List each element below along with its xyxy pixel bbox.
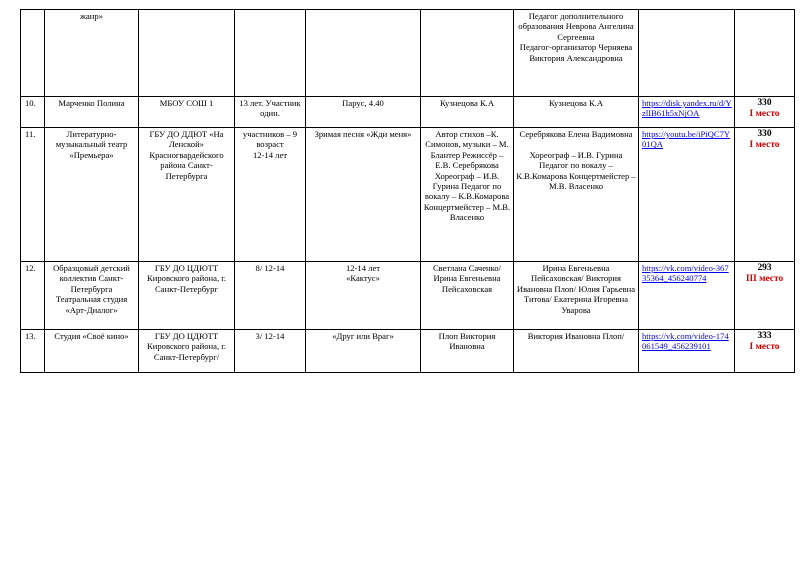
teacher: Ирина Евгеньевна Пейсаховская/ Виктория Ивановна Плоп/ Юлия Гарьевна Титова/ Екатерина Игоревна Уварова — [514, 262, 639, 330]
age-info: 13 лет. Участник один. — [235, 97, 306, 128]
place: I место — [749, 140, 780, 150]
video-link-cell — [639, 128, 735, 262]
author — [421, 10, 514, 97]
age-info: участников – 9 возраст 12-14 лет — [235, 128, 306, 262]
score: 330 — [757, 129, 772, 139]
participant-name: жанр» — [45, 10, 139, 97]
organization: ГБУ ДО ДДЮТ «На Ленской» Красногвардейского района Санкт-Петербурга — [139, 128, 235, 262]
video-link[interactable]: https://disk.yandex.ru/d/YzlIB61h5xNjOA — [642, 98, 732, 119]
organization: ГБУ ДО ЦДЮТТ Кировского района, г. Санкт-Петербург — [139, 262, 235, 330]
score-cell — [735, 262, 795, 330]
work-title: «Друг или Враг» — [306, 330, 421, 373]
place: I место — [749, 109, 780, 119]
organization: МБОУ СОШ 1 — [139, 97, 235, 128]
video-link-cell — [639, 262, 735, 330]
author: Светлана Саченко/ Ирина Евгеньевна Пейсаховская — [421, 262, 514, 330]
author: Автор стихов –К. Симонов, музыки – М. Блантер Режиссёр – Е.В. Серебрякова Хореограф – И.В. Гурина Педагог по вокалу – К.В.Комарова Концертмейстер – М.В. Власенко — [421, 128, 514, 262]
organization — [139, 10, 235, 97]
work-title: Зримая песня «Жди меня» — [306, 128, 421, 262]
participant-name: Образцовый детский коллектив Санкт-Петербурга Театральная студия «Арт-Диалог» — [45, 262, 139, 330]
participant-name: Литературно-музыкальный театр «Премьера» — [45, 128, 139, 262]
work-title: Парус, 4.40 — [306, 97, 421, 128]
score-cell — [735, 97, 795, 128]
score-cell — [735, 330, 795, 373]
teacher: Педагог дополнительного образования Неврова Ангелина Сергеевна Педагог-организатор Черняева Виктория Александровна — [514, 10, 639, 97]
author: Плоп Виктория Ивановна — [421, 330, 514, 373]
row-number — [21, 10, 45, 97]
video-link[interactable]: https://vk.com/video-174061549_456239101 — [642, 331, 729, 352]
age-info: 3/ 12-14 — [235, 330, 306, 373]
score: 333 — [757, 331, 772, 341]
row-number: 13. — [21, 330, 45, 373]
author: Кузнецова К.А — [421, 97, 514, 128]
teacher: Виктория Ивановна Плоп/ — [514, 330, 639, 373]
table-row — [21, 10, 795, 97]
work-title — [306, 10, 421, 97]
row-number: 10. — [21, 97, 45, 128]
age-info: 8/ 12-14 — [235, 262, 306, 330]
teacher: Серебрякова Елена Вадимовна Хореограф – И.В. Гурина Педагог по вокалу – К.В.Комарова Концертмейстер – М.В. Власенко — [514, 128, 639, 262]
age-info — [235, 10, 306, 97]
score: 293 — [757, 263, 772, 273]
score-cell — [735, 10, 795, 97]
place: I место — [749, 342, 780, 352]
table-row — [21, 262, 795, 330]
video-link-cell — [639, 97, 735, 128]
score-cell — [735, 128, 795, 262]
place: III место — [745, 274, 784, 284]
table-row — [21, 128, 795, 262]
organization: ГБУ ДО ЦДЮТТ Кировского района, г. Санкт-Петербург/ — [139, 330, 235, 373]
table-row — [21, 330, 795, 373]
video-link-cell — [639, 330, 735, 373]
score: 330 — [757, 98, 772, 108]
table-row — [21, 97, 795, 128]
video-link-cell — [639, 10, 735, 97]
row-number: 12. — [21, 262, 45, 330]
results-table — [20, 9, 795, 373]
participant-name: Студия «Своё кино» — [45, 330, 139, 373]
work-title: 12-14 лет «Кактус» — [306, 262, 421, 330]
video-link[interactable]: https://vk.com/video-36735364_456240774 — [642, 263, 729, 284]
row-number: 11. — [21, 128, 45, 262]
video-link[interactable]: https://youtu.be/iPiQC7Y01QA — [642, 129, 731, 150]
teacher: Кузнецова К.А — [514, 97, 639, 128]
participant-name: Марченко Полина — [45, 97, 139, 128]
